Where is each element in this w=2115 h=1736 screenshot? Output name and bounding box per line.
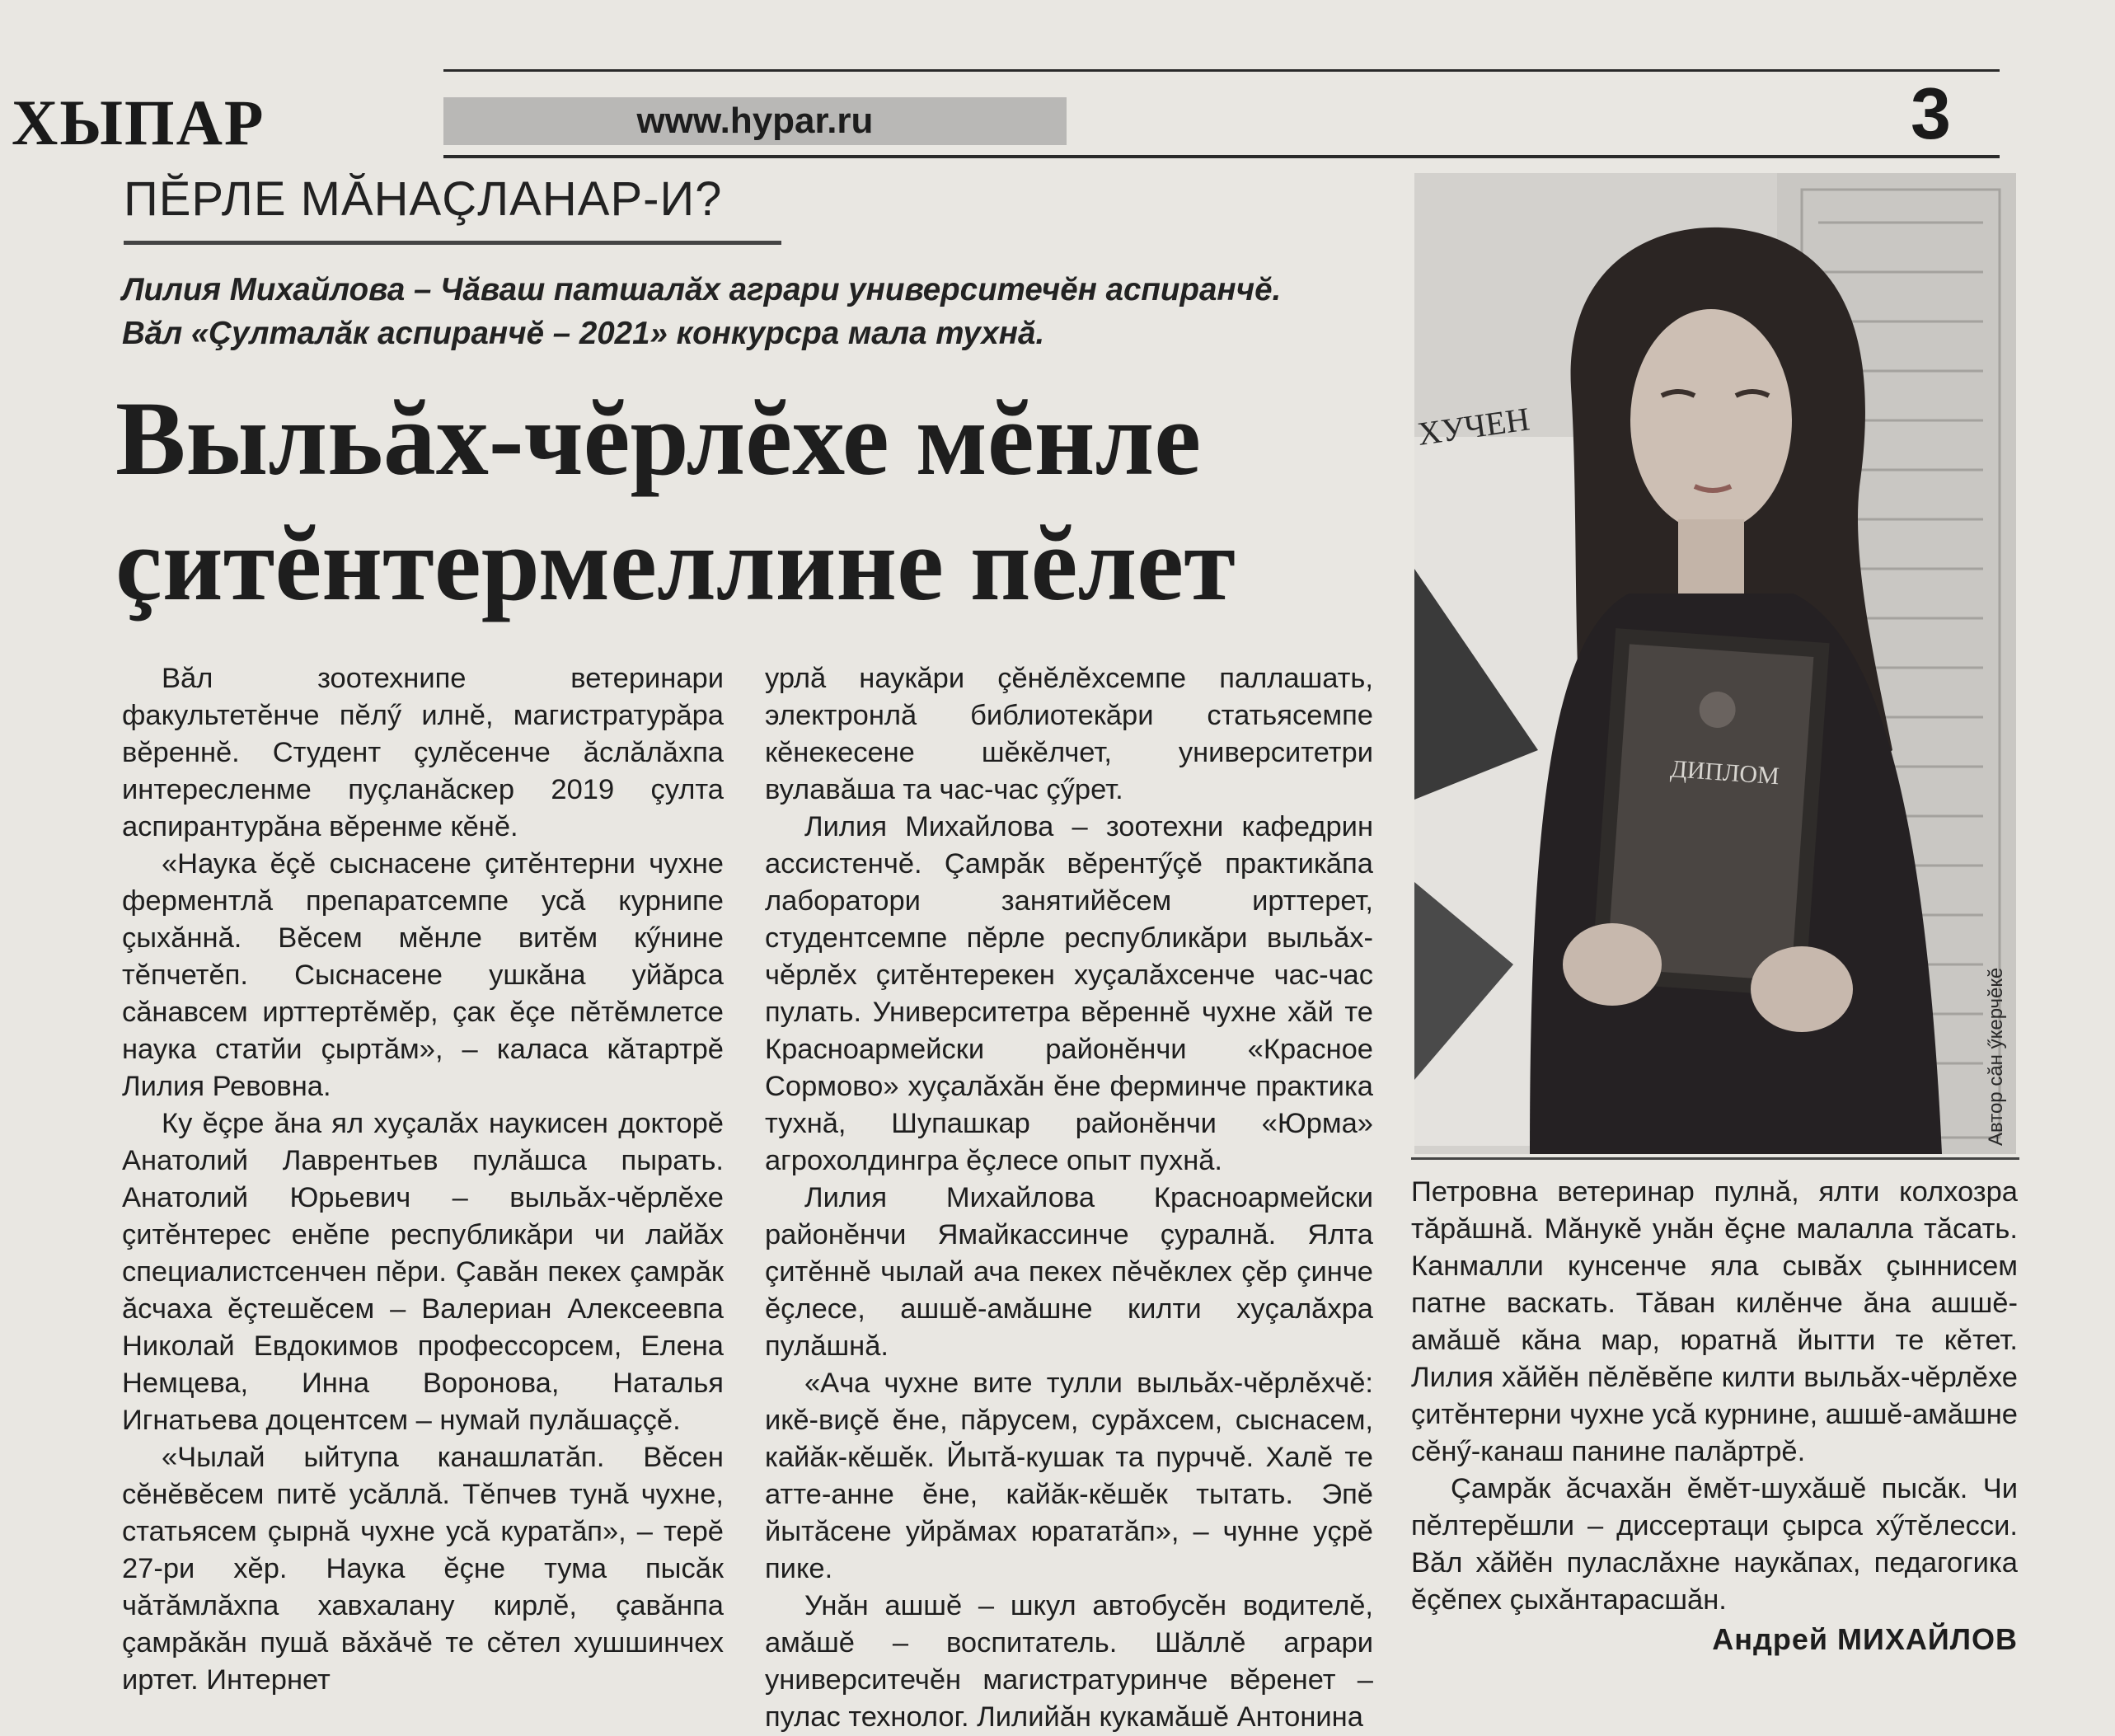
article-column-1	[122, 660, 724, 1696]
page-number: 3	[1911, 73, 1951, 154]
lead-line: Лилия Михайлова – Чăваш патшалăх аграри университечĕн аспиранчĕ.	[122, 272, 1282, 307]
paragraph: Петровна ветеринар пулнă, ялти колхозра тăрăшнă. Мăнукĕ унăн ĕçне малалла тăсать. Канмалли кунсенче яла сывăх çыннисем патне васкать. Тăван килĕнче ăна ашшĕ-амăшĕ кăна мар, юратнă йытти те кĕтет. Лилия хăйĕн пĕлĕвĕпе килти выльăх-чĕрлĕхе çитĕнтерни чухне усă курнине, ашшĕ-амăшне сĕнӳ-канаш панине палăртрĕ.	[1411, 1176, 2018, 1467]
paragraph: Ку ĕçре ăна ял хуçалăх наукисен докторĕ Анатолий Лаврентьев пулăшса пырать. Анатолий Юрьевич – выльăх-чĕрлĕхе çитĕнтерес енĕпе республикăри чи лайăх специалистсенчен пĕри. Çавăн пекех çамрăк ăсчаха ĕçтешĕсем – Валериан Алексеевпа Николай Евдокимов профессорсем, Елена Немцева, Инна Воронова, Наталья Игнатьева доцентсем – нумай пулăшаççĕ.	[122, 1108, 724, 1436]
rubric-underline	[124, 241, 781, 245]
lead-line: Вăл «Çулталăк аспиранчĕ – 2021» конкурсра мала тухнă.	[122, 316, 1045, 351]
diploma-text: ДИПЛОМ	[1669, 755, 1780, 791]
paragraph: «Ача чухне вите тулли выльăх-чĕрлĕхчĕ: икĕ-виçĕ ĕне, пăрусем, сурăхсем, сыснасем, кайăк-кĕшĕк. Йытă-кушак та пурччĕ. Халĕ те атте-анне ĕне, кайăк-кĕшĕк тытать. Эпĕ йытăсене уйрăмах юрататăп», – чунне уçрĕ пике.	[765, 1368, 1373, 1584]
rubric-title: ПĔРЛЕ МĂНАÇЛАНАР-И?	[124, 172, 723, 226]
photo-bottom-rule	[1411, 1157, 2019, 1160]
paragraph: «Чылай ыйтупа канашлатăп. Вĕсен сĕнĕвĕсем питĕ усăллă. Тĕпчев тунă чухне, статьясем çырнă чухне усă куратăп», – терĕ 27-ри хĕр. Наука ĕçне тума пысăк чăтăмлăхпа хавхалану кирлĕ, çавăнпа çамрăкăн пушă вăхăчĕ те сĕтел хушшинчех иртет. Интернет	[122, 1442, 724, 1696]
article-column-3	[1411, 1174, 2018, 1635]
portrait-photo	[1414, 173, 2016, 1154]
article-lead	[122, 268, 1383, 355]
article-headline	[115, 376, 1401, 626]
paragraph: «Наука ĕçĕ сыснасене çитĕнтерни чухне ферментлă препаратсемпе усă курнипе çыхăннă. Вĕсем мĕнле витĕм кӳнине тĕпчетĕп. Сыснасене ушкăна уйăрса сăнавсем ирттертĕмĕр, çак ĕçе пĕтĕмлетсе наука статйи çыртăм», – каласа кăтартрĕ Лилия Ревовна.	[122, 848, 724, 1102]
paragraph: Вăл зоотехнипе ветеринари факультетĕнче пĕлӳ илнĕ, магистратурăра вĕреннĕ. Студент çулĕсенче ăслăлăхпа интересленме пуçланăскер 2019 çулта аспирантурăна вĕренме кĕнĕ.	[122, 663, 724, 842]
newspaper-masthead: ХЫПАР	[12, 87, 265, 158]
website-url: www.hypar.ru	[636, 101, 874, 141]
article-column-2	[765, 660, 1373, 1733]
header-bottom-rule	[443, 155, 2000, 158]
paragraph: Çамрăк ăсчахăн ĕмĕт-шухăшĕ пысăк. Чи пĕлтерĕшли – диссертаци çырса хӳтĕлесси. Вăл хăйĕн пуласлăхне наукăпах, педагогика ĕçĕпех çыхăнтарасшăн.	[1411, 1473, 2018, 1616]
photo-credit: Автор сăн ӳкерчĕкĕ	[1985, 967, 2007, 1146]
sign-text: ХУЧЕН	[1414, 400, 1532, 453]
paragraph: Лилия Михайлова – зоотехни кафедрин ассистенчĕ. Çамрăк вĕрентӳçĕ практикăпа лаборатори занятийĕсем ирттерет, студентсемпе пĕрле республикăри выльăх-чĕрлĕх çитĕнтерекен хуçалăхсенче час-час пулать. Университетра вĕреннĕ чухне хăй те Красноармейски районĕнчи «Красное Сормово» хуçалăхăн ĕне ферминче практика тухнă, Шупашкар районĕнчи «Юрма» агрохолдингра ĕçлесе опыт пухнă.	[765, 811, 1373, 1176]
paragraph: урлă наукăри çĕнĕлĕхсемпе паллашать, электронлă библиотекăри статьясемпе кĕнекесене шĕкĕлчет, университетри вулавăша та час-час çӳрет.	[765, 663, 1373, 805]
portrait-illustration	[1414, 173, 2016, 1154]
header-top-rule	[443, 69, 2000, 72]
paragraph: Унăн ашшĕ – шкул автобусĕн водителĕ, амăшĕ – воспитатель. Шăллĕ аграри университечĕн магистратуринче вĕренет – пулас технолог. Лилийăн кукамăшĕ Антонина	[765, 1590, 1373, 1733]
headline-line: çитĕнтермеллине пĕлет	[115, 505, 1236, 622]
paragraph: Лилия Михайлова Красноармейски районĕнчи Ямайкассинче çуралнă. Ялта çитĕннĕ чылай ача пекех пĕчĕклех çĕр çинче ĕçлесе, ашшĕ-амăшне килти хуçалăхра пулăшнă.	[765, 1182, 1373, 1362]
headline-line: Выльăх-чĕрлĕхе мĕнле	[115, 380, 1202, 497]
author-byline: Андрей МИХАЙЛОВ	[1712, 1622, 2018, 1656]
